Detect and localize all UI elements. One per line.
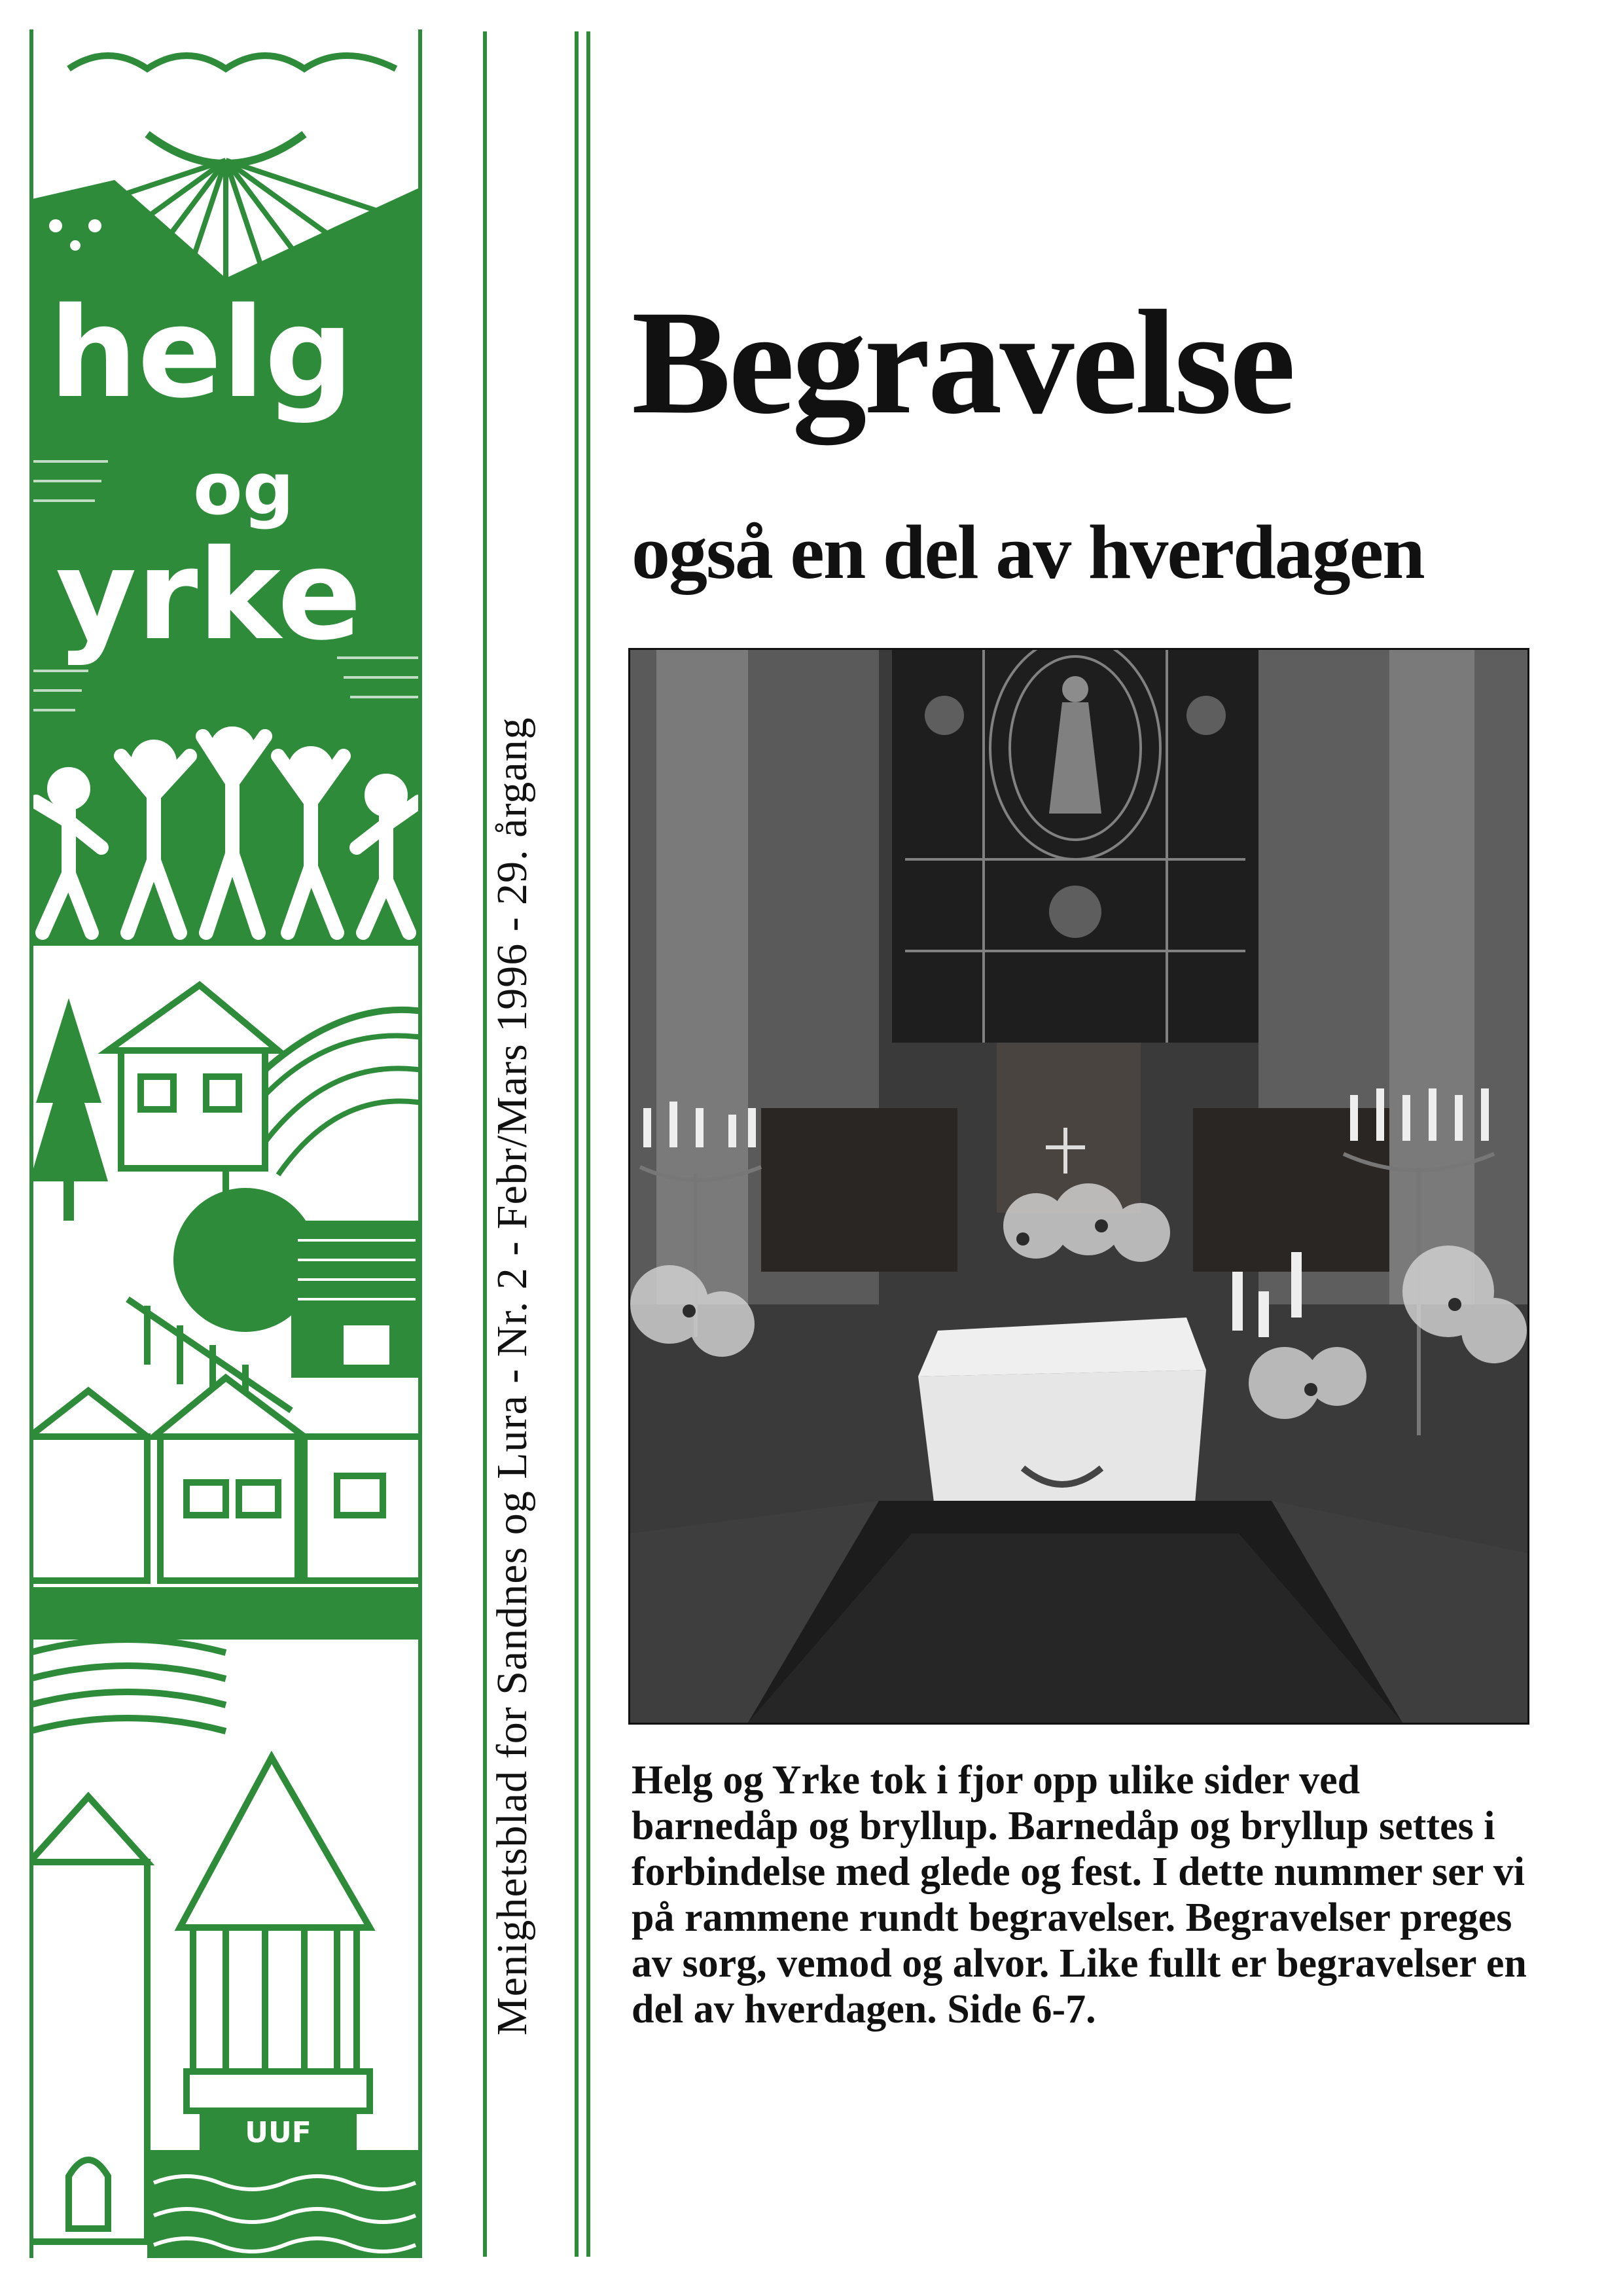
- masthead-title-line3: yrke: [56, 523, 362, 668]
- page-title: Begravelse: [632, 280, 1293, 445]
- masthead-title-line1: helg: [49, 281, 354, 425]
- church-icon: [29, 1797, 147, 2242]
- cover-caption: Helg og Yrke tok i fjor opp ulike sider ved barnedåp og bryllup. Barnedåp og bryllup settes i forbindelse med glede og fest. I dette nummer ser vi på rammene rundt begravelser. Begravelser preges av sorg, vemod og alvor. Like fullt er begravelser en del av hverdagen. Side 6-7.: [632, 1758, 1527, 2032]
- masthead-illustration: [29, 29, 422, 2258]
- issue-info-strip: [461, 20, 536, 2271]
- page-subtitle: også en del av hverdagen: [632, 509, 1424, 595]
- divider-rule: [483, 31, 487, 2257]
- masthead-sign: UUF: [245, 2116, 312, 2149]
- divider-rule: [586, 31, 590, 2257]
- issue-info-text: Menighetsblad for Sandnes og Lura - Nr. 2 - Febr/Mars 1996 - 29. årgang: [488, 717, 536, 2036]
- church-altar-coffin-photo: [630, 650, 1527, 1723]
- cover-photo: [628, 648, 1529, 1725]
- divider-rule: [575, 31, 579, 2257]
- masthead-title-line2: og: [193, 447, 294, 531]
